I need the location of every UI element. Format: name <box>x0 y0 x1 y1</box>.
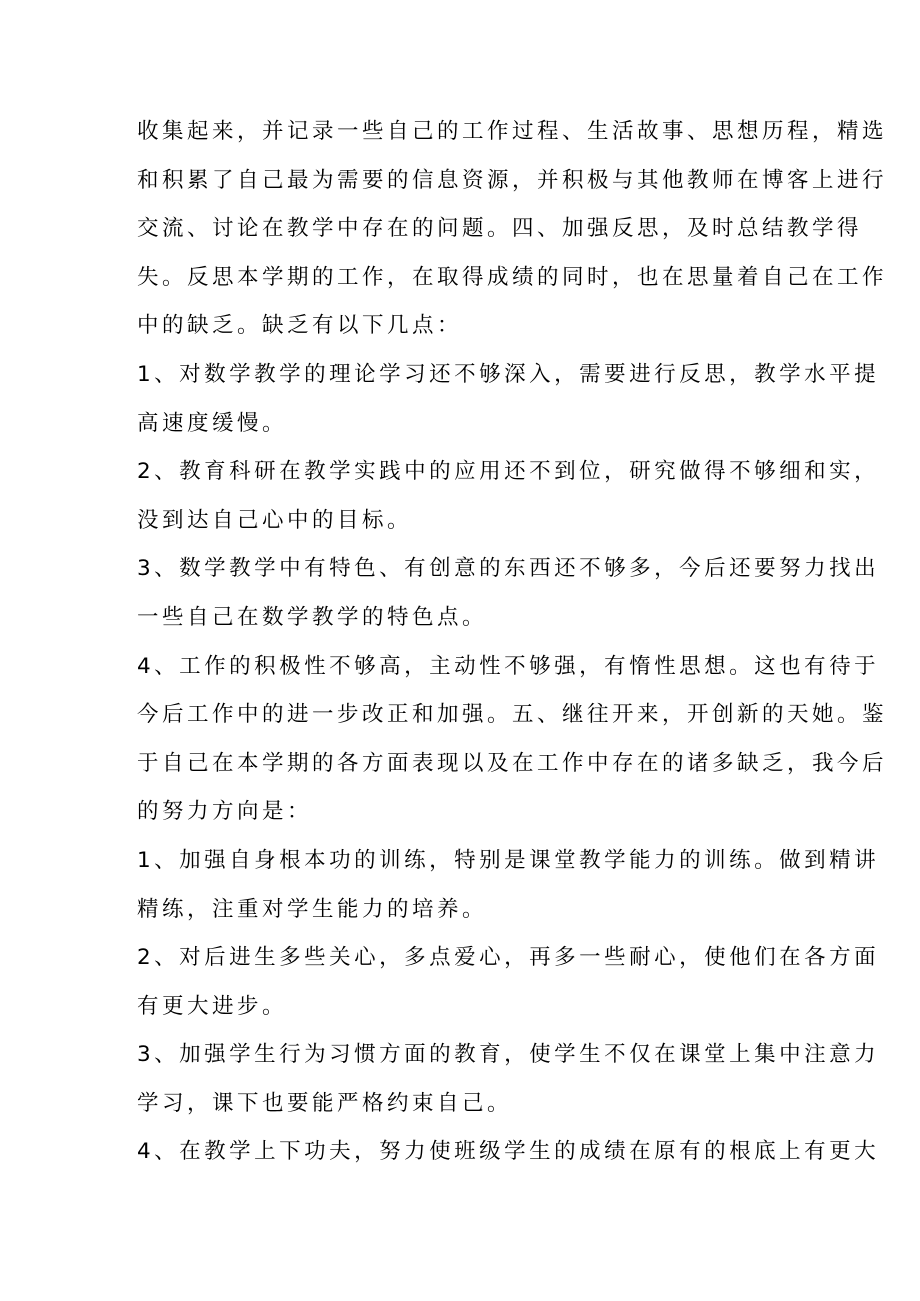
text-line: 失。反思本学期的工作，在取得成绩的同时，也在思量着自己在工作 <box>137 264 888 290</box>
text-line: 和积累了自己最为需要的信息资源，并积极与其他教师在博客上进行 <box>137 167 888 193</box>
text-line: 高速度缓慢。 <box>137 410 288 436</box>
text-line: 的努力方向是： <box>137 799 313 825</box>
text-line: 没到达自己心中的目标。 <box>137 507 413 533</box>
document-body <box>137 108 888 1177</box>
text-line: 精练，注重对学生能力的培养。 <box>137 896 488 922</box>
text-line: 收集起来，并记录一些自己的工作过程、生活故事、思想历程，精选 <box>137 119 888 144</box>
text-line: 中的缺乏。缺乏有以下几点： <box>137 313 463 339</box>
text-line: 有更大进步。 <box>137 993 288 1019</box>
text-line: 1、加强自身根本功的训练，特别是课堂教学能力的训练。做到精讲 <box>137 847 880 873</box>
text-line: 3、加强学生行为习惯方面的教育，使学生不仅在课堂上集中注意力 <box>137 1042 880 1068</box>
text-line: 3、数学教学中有特色、有创意的东西还不够多，今后还要努力找出 <box>137 556 880 582</box>
text-line: 一些自己在数学教学的特色点。 <box>137 604 488 630</box>
text-line: 4、工作的积极性不够高，主动性不够强，有惰性思想。这也有待于 <box>137 653 880 679</box>
text-line: 于自己在本学期的各方面表现以及在工作中存在的诸多缺乏，我今后 <box>137 750 888 776</box>
text-line: 1、对数学教学的理论学习还不够深入，需要进行反思，教学水平提 <box>137 361 880 387</box>
text-line: 2、对后进生多些关心，多点爱心，再多一些耐心，使他们在各方面 <box>137 945 880 971</box>
text-line: 今后工作中的进一步改正和加强。五、继往开来，开创新的天她。鉴 <box>137 702 888 728</box>
text-line: 交流、讨论在教学中存在的问题。四、加强反思，及时总结教学得 <box>137 216 863 242</box>
text-line: 4、在教学上下功夫，努力使班级学生的成绩在原有的根底上有更大 <box>137 1139 880 1165</box>
text-line: 2、教育科研在教学实践中的应用还不到位，研究做得不够细和实， <box>137 459 880 485</box>
text-line: 学习，课下也要能严格约束自己。 <box>137 1090 513 1116</box>
